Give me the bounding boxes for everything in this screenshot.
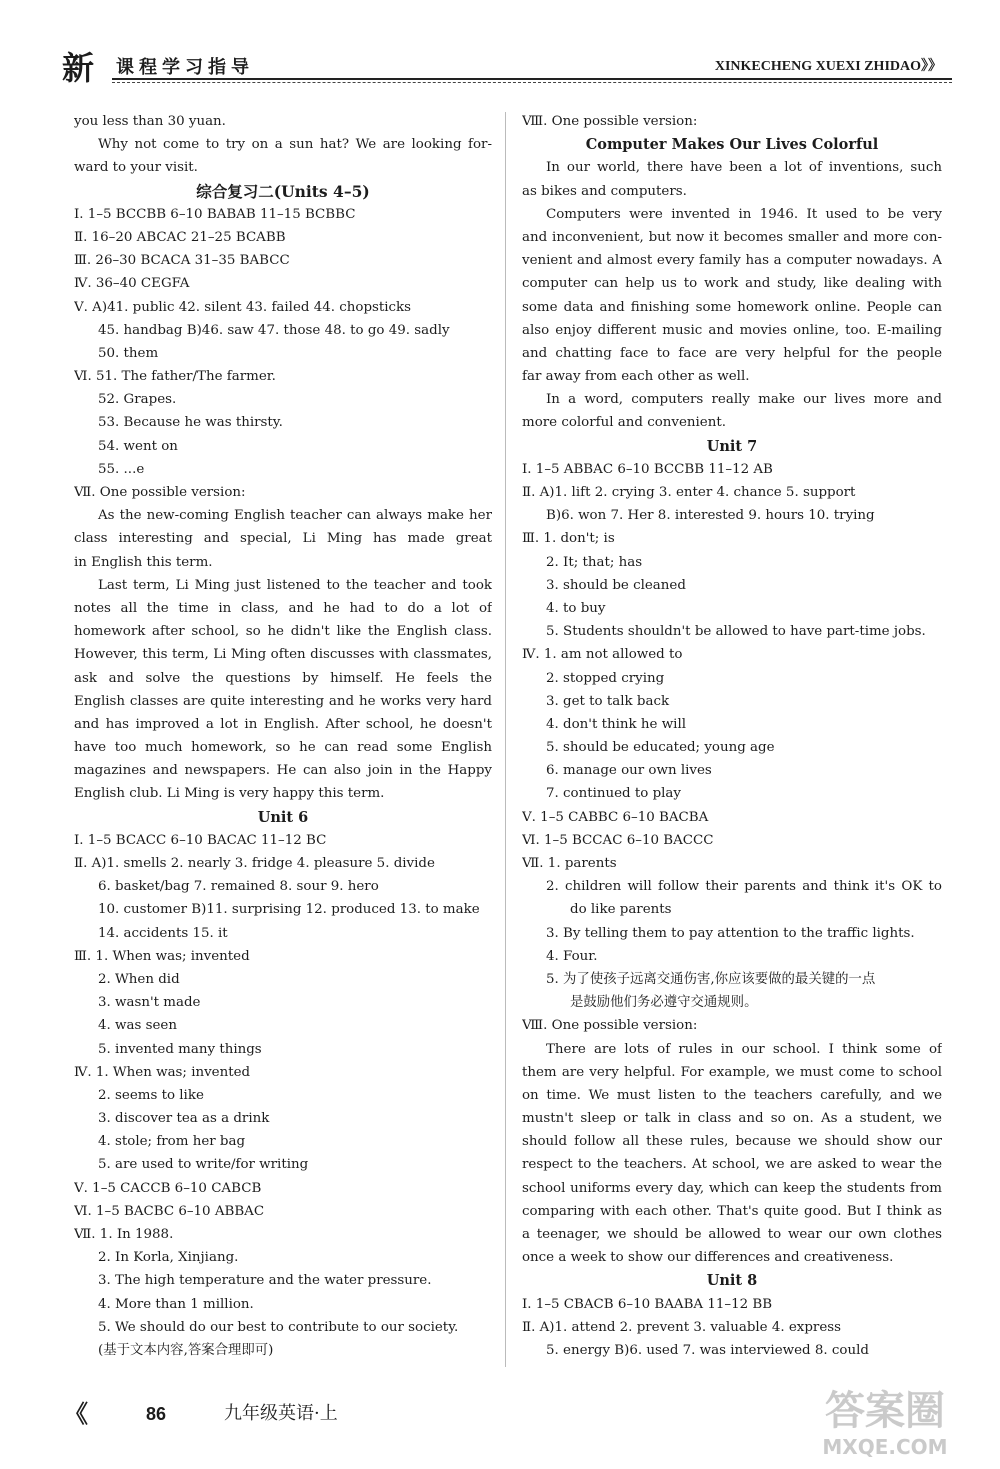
page-header (62, 46, 952, 96)
text-line: Ⅶ. 1. In 1988. (74, 1227, 174, 1242)
text-line: 2. stopped crying (546, 670, 665, 686)
text-line: 3. By telling them to pay attention to the traffic lights. (546, 925, 915, 941)
text-line: Ⅰ. 1–5 ABBAC 6–10 BCCBB 11–12 AB (522, 461, 773, 477)
header-dashed-rule (112, 82, 952, 83)
text-line: far away from each other as well. (522, 369, 750, 385)
text-line: 3. The high temperature and the water pressure. (98, 1273, 432, 1289)
text-line: Unit 8 (706, 1272, 758, 1290)
text-line: Ⅱ. A)1. attend 2. prevent 3. valuable 4. express (522, 1319, 842, 1335)
text-line: In a word, computers really make our lives more and (546, 392, 942, 408)
text-line: 4. was seen (98, 1018, 177, 1034)
text-line: venient and almost every family has a computer nowadays. A (522, 253, 942, 269)
text-line: English club. Li Ming is very happy this term. (74, 786, 385, 802)
text-line: and chatting face to face are very helpful for the people (522, 345, 942, 361)
text-line: them are very helpful. For example, we must come to school (522, 1064, 942, 1080)
watermark-site: MXQE.COM (822, 1435, 948, 1459)
text-line: Ⅲ. 26–30 BCACA 31–35 BABCC (74, 253, 290, 269)
text-line: class interesting and special, Li Ming has made great (74, 531, 492, 547)
text-line: Ⅲ. 1. don't; is (522, 531, 615, 547)
text-line: There are lots of rules in our school. I think some of (546, 1041, 942, 1057)
text-line: 4. don't think he will (546, 716, 687, 732)
text-line: English classes are quite interesting and he works very hard (74, 693, 492, 709)
text-line: in English this term. (74, 554, 213, 570)
text-line: Ⅱ. 16–20 ABCAC 21–25 BCABB (74, 229, 286, 245)
text-line: 4. to buy (546, 600, 606, 616)
text-line: 7. continued to play (546, 786, 681, 802)
text-line: 3. get to talk back (546, 693, 670, 709)
watermark-logo (795, 1378, 975, 1462)
text-line: school uniforms every day, which can keep the students from (522, 1180, 942, 1196)
text-line: Ⅲ. 1. When was; invented (74, 948, 250, 964)
text-line: 2. In Korla, Xinjiang. (98, 1250, 239, 1266)
text-line: 10. customer B)11. surprising 12. produced 13. to make (98, 902, 480, 918)
text-line: do like parents (570, 902, 672, 918)
text-line: Unit 6 (257, 808, 309, 826)
text-line: 5. energy B)6. used 7. was interviewed 8. could (546, 1342, 869, 1358)
text-line: magazines and newspapers. He can also join in the Happy (74, 763, 492, 779)
text-line: Ⅴ. 1–5 CACCB 6–10 CABCB (74, 1180, 262, 1196)
text-line: 55. ...e (98, 461, 145, 477)
page-footer (64, 1400, 664, 1430)
text-line: 50. them (98, 345, 159, 361)
text-line: homework after school, so he didn't like the English class. (74, 624, 492, 640)
text-line: and has improved a lot in English. After school, he doesn't (74, 716, 492, 732)
text-line: Ⅱ. A)1. smells 2. nearly 3. fridge 4. pleasure 5. divide (74, 856, 435, 871)
text-line: comparing with each other. That's quite good. But I think as (522, 1203, 942, 1219)
text-line: 45. handbag B)46. saw 47. those 48. to go 49. sadly (98, 322, 450, 338)
text-line: also enjoy different music and movies online, too. E-mailing (522, 322, 942, 338)
text-line: more colorful and convenient. (522, 415, 726, 431)
series-logo: 新 (62, 49, 95, 87)
text-line: 4. Four. (546, 948, 598, 964)
right-answer-column (522, 110, 942, 1362)
text-line: some data and finishing some homework online. People can (522, 299, 942, 315)
text-line: 3. should be cleaned (546, 577, 686, 593)
text-line: computer can help us to work and study, like dealing with (522, 276, 942, 292)
text-line: Ⅶ. 1. parents (522, 856, 617, 871)
text-line: Computers were invented in 1946. It used to be very (546, 206, 942, 222)
text-line: 2. seems to like (98, 1087, 204, 1103)
left-answer-column (74, 110, 492, 1362)
text-line: Ⅷ. One possible version: (522, 1018, 698, 1034)
text-line: should follow all these rules, because we should show our (522, 1134, 942, 1150)
text-line: 是鼓励他们务必遵守交通规则。 (570, 995, 758, 1011)
text-line: a teenager, we should be allowed to wear our own clothes (522, 1227, 942, 1242)
text-line: 4. stole; from her bag (98, 1134, 246, 1150)
text-line: Why not come to try on a sun hat? We are looking for- (98, 137, 492, 153)
text-line: 5. should be educated; young age (546, 740, 775, 756)
text-line: Ⅵ. 1–5 BCCAC 6–10 BACCC (522, 832, 714, 848)
text-line: have too much homework, so he can read some English (74, 740, 492, 756)
text-line: Ⅵ. 1–5 BACBC 6–10 ABBAC (74, 1203, 265, 1219)
text-line: 14. accidents 15. it (98, 925, 228, 941)
text-line: 53. Because he was thirsty. (98, 415, 283, 431)
text-line: Last term, Li Ming just listened to the teacher and took (98, 577, 492, 593)
text-line: Ⅰ. 1–5 BCACC 6–10 BACAC 11–12 BC (74, 832, 327, 848)
text-line: 2. It; that; has (546, 554, 643, 570)
text-line: and inconvenient, but now it becomes smaller and more con- (522, 229, 942, 245)
page-number: 86 (146, 1404, 167, 1424)
text-line: ask and solve the questions by himself. He feels the (74, 670, 492, 686)
header-rule (112, 78, 952, 80)
text-line: 4. More than 1 million. (98, 1296, 254, 1312)
series-title: 课程学习指导 (116, 57, 254, 78)
text-line: B)6. won 7. Her 8. interested 9. hours 10. trying (546, 508, 875, 524)
text-line: 3. discover tea as a drink (98, 1111, 270, 1127)
text-line: Ⅴ. 1–5 CABBC 6–10 BACBA (522, 809, 709, 825)
series-title-pinyin: XINKECHENG XUEXI ZHIDAO》》 (714, 59, 942, 74)
text-line: 5. We should do our best to contribute to our society. (98, 1319, 459, 1335)
text-line: 5. 为了使孩子远离交通伤害,你应该要做的最关键的一点 (546, 971, 876, 987)
text-line: 2. When did (98, 971, 180, 987)
text-line: 3. wasn't made (98, 995, 201, 1011)
text-line: Ⅳ. 1. am not allowed to (522, 647, 683, 663)
watermark-text: 答案圈 (825, 1388, 945, 1434)
text-line: Unit 7 (706, 437, 758, 455)
text-line: 6. basket/bag 7. remained 8. sour 9. hero (98, 879, 379, 895)
column-divider (505, 112, 506, 1367)
text-line: Ⅰ. 1–5 BCCBB 6–10 BABAB 11–15 BCBBC (74, 206, 356, 222)
text-line: mustn't sleep or talk in class and so on. As a student, we (522, 1111, 942, 1127)
text-line: Computer Makes Our Lives Colorful (585, 136, 879, 154)
text-line: (基于文本内容,答案合理即可) (98, 1342, 274, 1358)
text-line: 5. invented many things (98, 1041, 262, 1057)
text-line: 54. went on (98, 438, 178, 454)
text-line: However, this term, Li Ming often discusses with classmates, (74, 647, 492, 663)
text-line: you less than 30 yuan. (74, 114, 226, 129)
text-line: Ⅳ. 36–40 CEGFA (74, 276, 190, 292)
text-line: 综合复习二(Units 4–5) (196, 181, 370, 201)
text-line: as bikes and computers. (522, 183, 687, 199)
text-line: In our world, there have been a lot of inventions, such (546, 160, 942, 176)
text-line: Ⅰ. 1–5 CBACB 6–10 BAABA 11–12 BB (522, 1296, 773, 1312)
text-line: Ⅴ. A)41. public 42. silent 43. failed 44. chopsticks (74, 299, 412, 315)
text-line: respect to the teachers. At school, we are asked to wear the (522, 1157, 942, 1173)
text-line: on time. We must listen to the teachers carefully, and we (522, 1087, 942, 1103)
text-line: 6. manage our own lives (546, 763, 712, 779)
text-line: Ⅱ. A)1. lift 2. crying 3. enter 4. chance 5. support (522, 485, 856, 500)
book-title: 九年级英语·上 (224, 1403, 338, 1424)
text-line: Ⅵ. 51. The father/The farmer. (74, 369, 276, 385)
text-line: Ⅶ. One possible version: (74, 485, 246, 500)
text-line: ward to your visit. (74, 160, 198, 176)
text-line: As the new-coming English teacher can always make her (98, 508, 492, 524)
double-chevron-left-icon: 《 (64, 1399, 88, 1428)
text-line: once a week to show our differences and creativeness. (522, 1250, 894, 1266)
text-line: Ⅳ. 1. When was; invented (74, 1064, 251, 1080)
text-line: 5. are used to write/for writing (98, 1157, 309, 1173)
text-line: 5. Students shouldn't be allowed to have part-time jobs. (546, 624, 926, 640)
text-line: 52. Grapes. (98, 392, 177, 408)
text-line: Ⅷ. One possible version: (522, 114, 698, 129)
text-line: 2. children will follow their parents and think it's OK to (546, 879, 942, 895)
text-line: notes all the time in class, and he had to do a lot of (74, 600, 492, 616)
